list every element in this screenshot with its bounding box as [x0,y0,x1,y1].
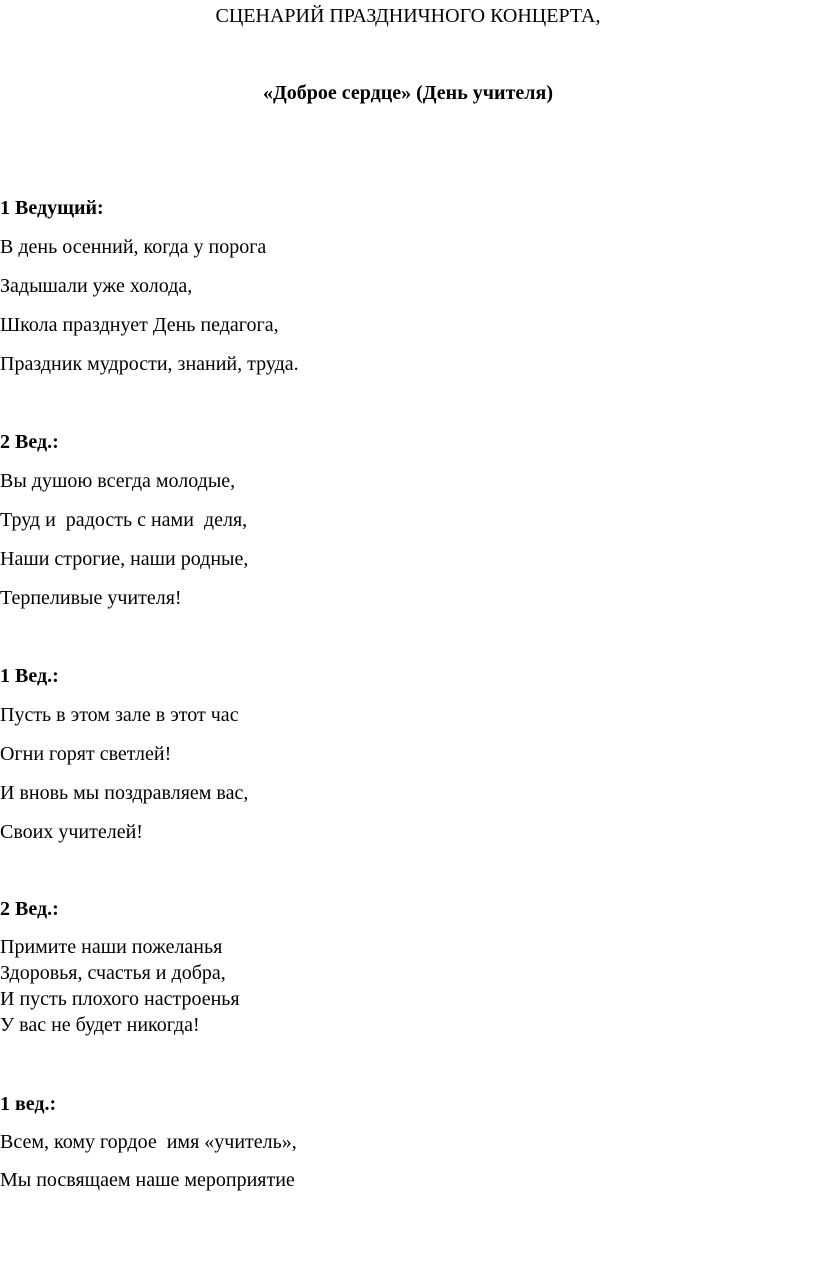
verse-line: Праздник мудрости, знаний, труда. [0,353,299,375]
document-title: СЦЕНАРИЙ ПРАЗДНИЧНОГО КОНЦЕРТА, [215,5,601,27]
verse-line: Своих учителей! [0,821,143,843]
verse-line: Огни горят светлей! [0,743,172,765]
verse-line: Терпеливые учителя! [0,587,182,609]
speaker-label: 2 Вед.: [0,898,59,920]
verse-line: Наши строгие, наши родные, [0,548,249,570]
verse-line: Вы душою всегда молодые, [0,470,236,492]
speaker-label: 2 Вед.: [0,431,59,453]
speaker-label: 1 Ведущий: [0,197,104,219]
verse-line: Задышали уже холода, [0,275,193,297]
speaker-label: 1 Вед.: [0,665,59,687]
verse-line: Здоровья, счастья и добра, [0,962,226,984]
verse-line: Примите наши пожеланья [0,936,223,958]
verse-line: Труд и радость с нами деля, [0,509,248,531]
verse-line: В день осенний, когда у порога [0,236,267,258]
verse-line: Школа празднует День педагога, [0,314,279,336]
verse-line: И вновь мы поздравляем вас, [0,782,249,804]
verse-line: Пусть в этом зале в этот час [0,704,239,726]
speaker-label: 1 вед.: [0,1093,57,1115]
verse-line: Всем, кому гордое имя «учитель», [0,1131,297,1153]
verse-line: У вас не будет никогда! [0,1014,200,1036]
verse-line: Мы посвящаем наше мероприятие [0,1169,295,1191]
document-subtitle: «Доброе сердце» (День учителя) [263,82,553,104]
verse-line: И пусть плохого настроенья [0,988,240,1010]
